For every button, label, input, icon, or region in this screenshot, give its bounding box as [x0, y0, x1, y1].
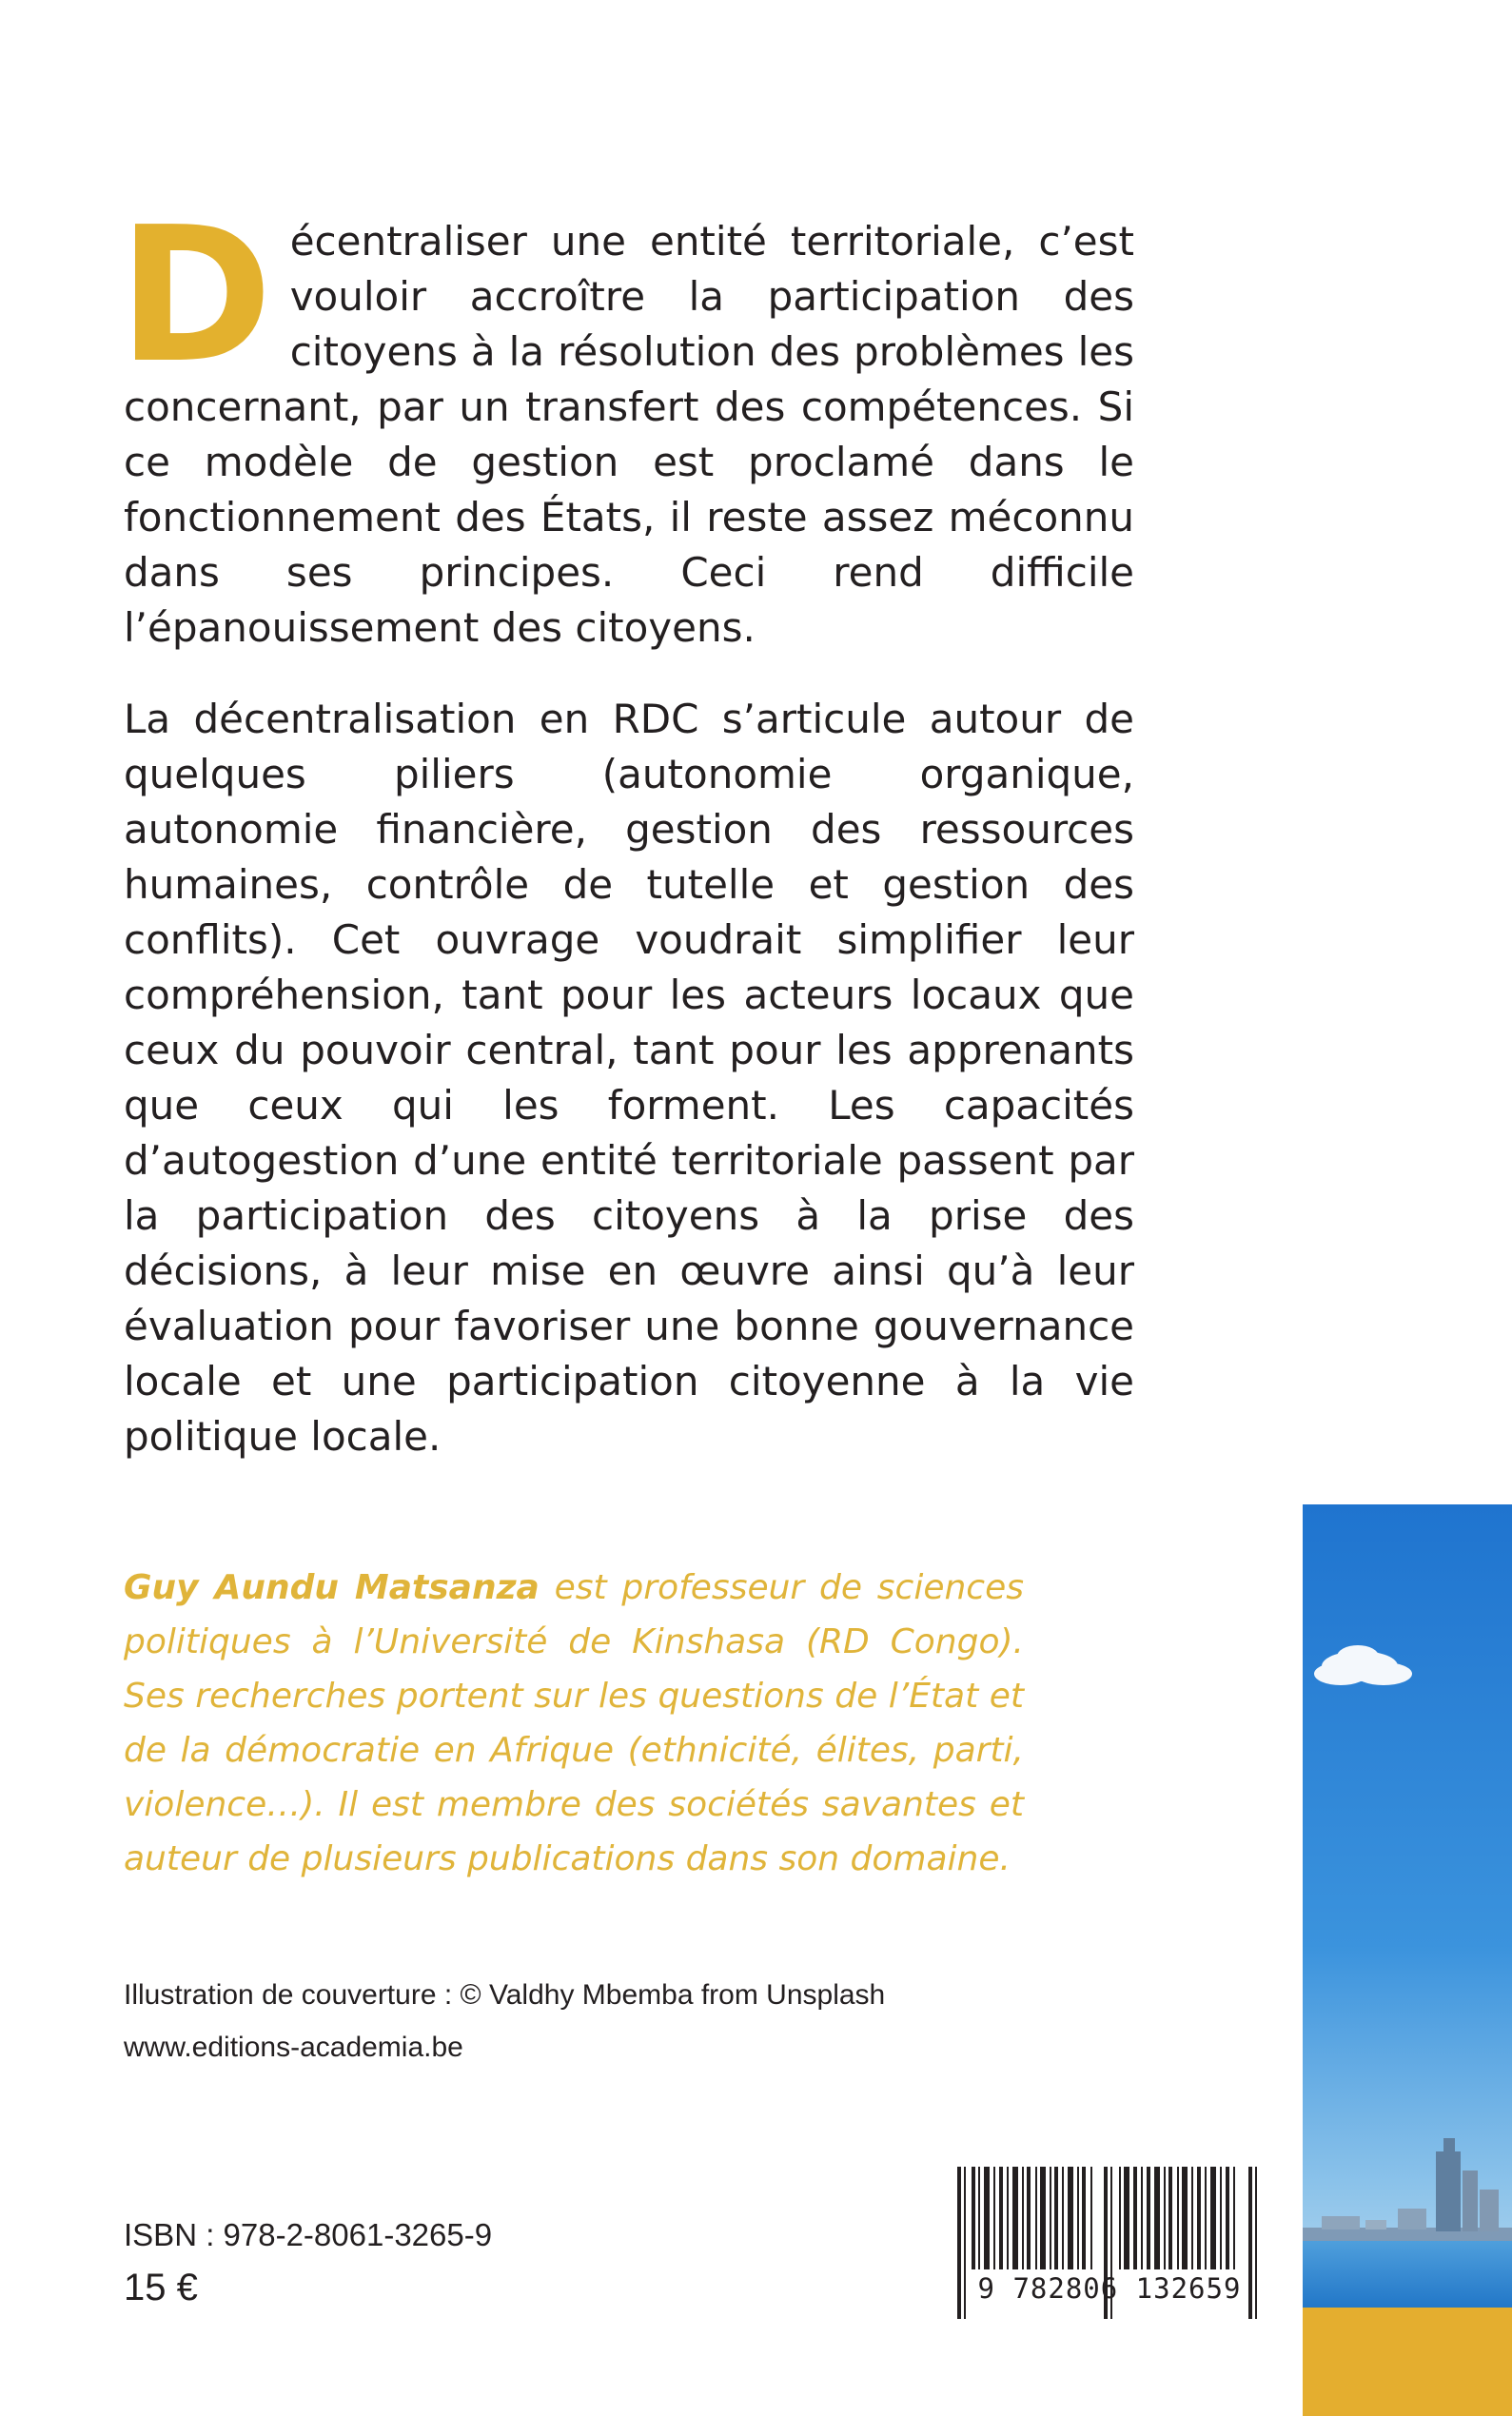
- barcode-digits: 9 782806 132659: [977, 2272, 1242, 2305]
- cover-photo-kinshasa-skyline: [1303, 1504, 1512, 2308]
- author-bio-text: est professeur de sciences politiques à l’Université de Kinshasa (RD Congo). Ses recherches portent sur les questions de l’État et de la démocratie en Afrique (ethnicité, élites, parti, violence…). Il est membre des sociétés savantes et auteur de plusieurs publications dans son domaine.: [124, 1568, 1024, 1878]
- back-cover-paragraph-2: La décentralisation en RDC s’articule autour de quelques piliers (autonomie organique, autonomie financière, gestion des ressources humaines, contrôle de tutelle et gestion des conflits). Cet ouvrage voudrait simplifier leur compréhension, tant pour les acteurs locaux que ceux du pouvoir central, tant pour les apprenants que ceux qui les forment. Les capacités d’autogestion d’une entité territoriale passent par la participation des citoyens à la prise des décisions, à leur mise en œuvre ainsi qu’à leur évaluation pour favoriser une bonne gouvernance locale et une participation citoyenne à la vie politique locale.: [124, 696, 1134, 1460]
- author-name: Guy Aundu Matsanza: [124, 1568, 540, 1607]
- spine-color-band: [1303, 2308, 1512, 2416]
- back-cover-paragraph-1: [118, 187, 1134, 656]
- publisher-website: www.editions-academia.be: [124, 2032, 463, 2063]
- price: 15 €: [124, 2267, 198, 2308]
- river-water: [1303, 2241, 1512, 2308]
- cover-illustration-credit: Illustration de couverture : © Valdhy Mbemba from Unsplash: [124, 1979, 886, 2011]
- author-bio: [124, 1561, 1024, 1886]
- photo-illustration: [1303, 1504, 1512, 2308]
- drop-cap-letter: D: [118, 187, 273, 404]
- paragraph-1-text: écentraliser une entité territoriale, c’est vouloir accroître la participation des citoyens à la résolution des problèmes les concernant, par un transfert des compétences. Si ce modèle de gestion est proclamé dans le fonctionnement des États, il reste assez méconnu dans ses principes. Ceci rend difficile l’épanouissement des citoyens.: [124, 218, 1134, 651]
- isbn-number: ISBN : 978-2-8061-3265-9: [124, 2217, 493, 2252]
